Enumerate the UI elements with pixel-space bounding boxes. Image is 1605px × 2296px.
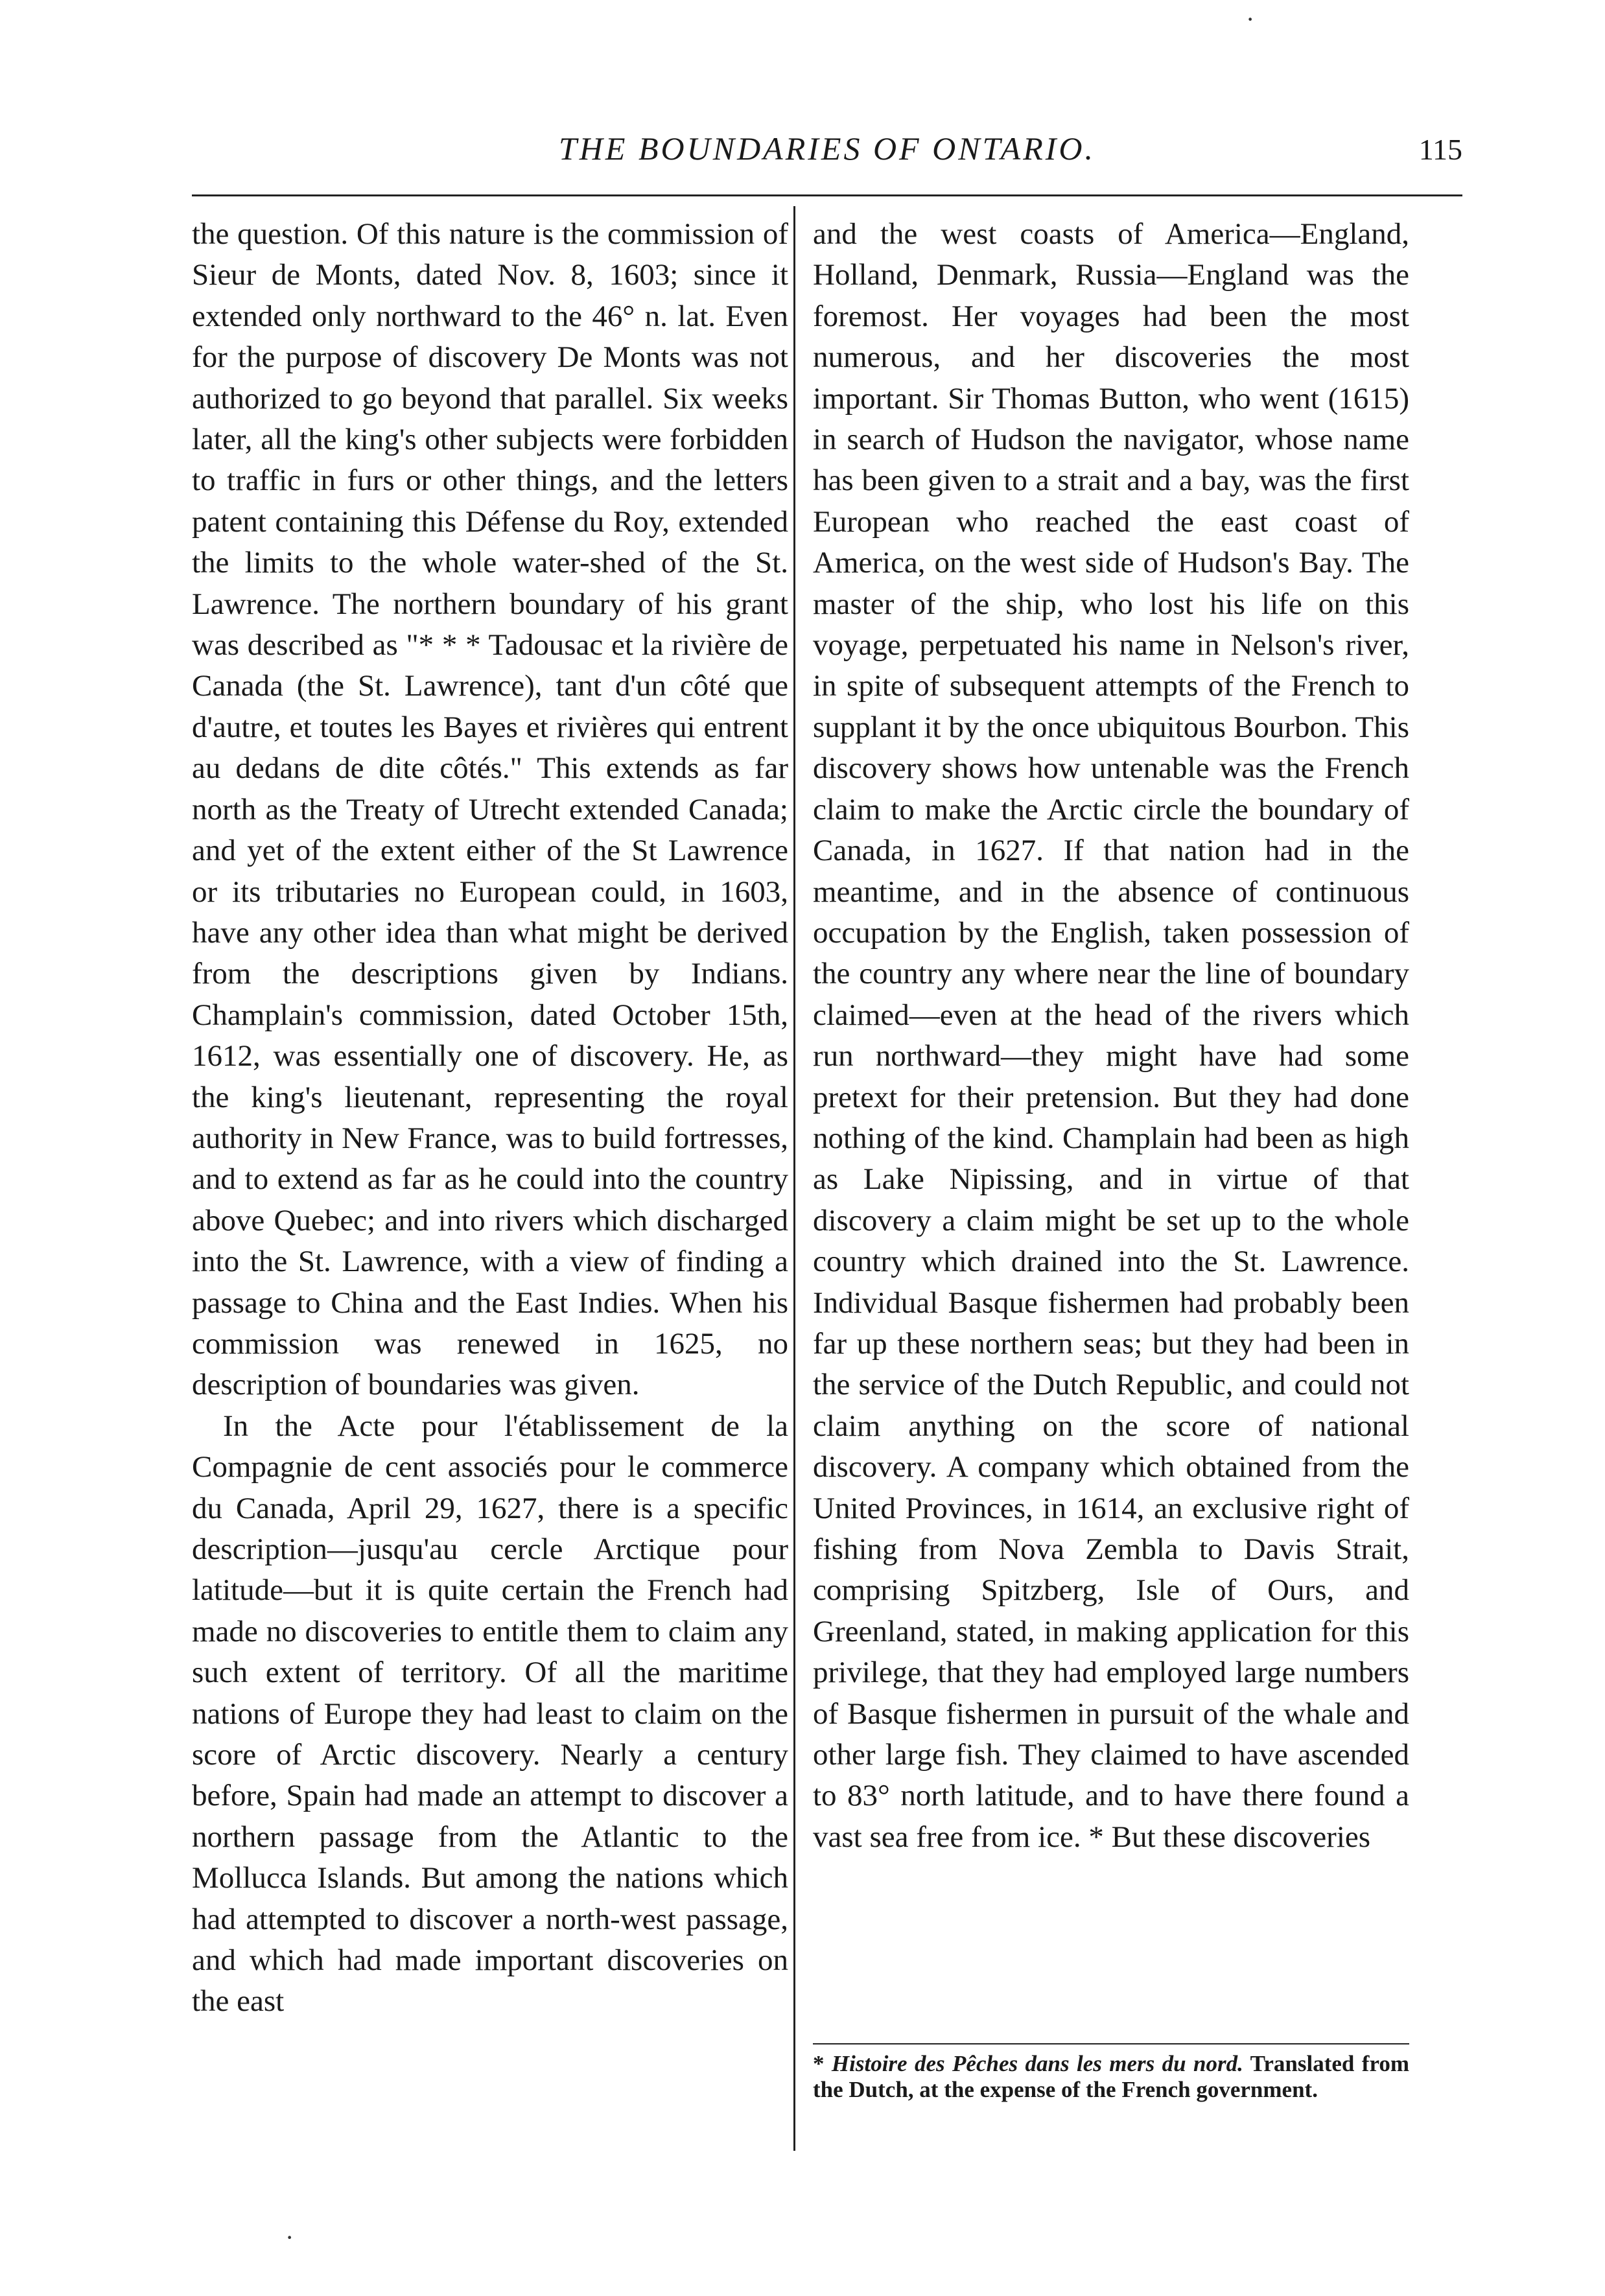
running-title: THE BOUNDARIES OF ONTARIO. bbox=[559, 130, 1095, 167]
footnote-title: Histoire des Pêches dans les mers du nord. bbox=[831, 2051, 1243, 2076]
footnote-text: Translated from the Dutch, at the expense of the French government. bbox=[813, 2051, 1409, 2102]
header-rule bbox=[192, 194, 1462, 196]
left-paragraph-1: the question. Of this nature is the commission of Sieur de Monts, dated Nov. 8, 1603; since it extended only northward to the 46° n. lat. Even for the purpose of discovery De Monts was not authorized to go beyond that parallel. Six weeks later, all the king's other subjects were forbidden to traffic in furs or other things, and the letters patent containing this Défense du Roy, extended the limits to the whole water-shed of the St. Lawrence. The northern boundary of his grant was described as "* * * Tadousac et la rivière de Canada (the St. Lawrence), tant d'un côté que d'autre, et toutes les Bayes et rivières qui entrent au dedans de dite côtés." This extends as far north as the Treaty of Utrecht extended Canada; and yet of the extent either of the St Lawrence or its tributaries no European could, in 1603, have any other idea than what might be derived from the descriptions given by Indians. Champlain's commission, dated October 15th, 1612, was essentially one of discovery. He, as the king's lieutenant, representing the royal authority in New France, was to build fortresses, and to extend as far as he could into the country above Quebec; and into rivers which discharged into the St. Lawrence, with a view of finding a passage to China and the East Indies. When his commission was renewed in 1625, no description of boundaries was given. bbox=[192, 217, 788, 1402]
stray-mark-top: · bbox=[1246, 5, 1255, 34]
footnote bbox=[813, 2051, 1409, 2103]
left-paragraph-2: In the Acte pour l'établissement de la Compagnie de cent associés pour le commerce du Canada, April 29, 1627, there is a specific description—jusqu'au cercle Arctique pour latitude—but it is quite certain the French had made no discoveries to entitle them to claim any such extent of territory. Of all the maritime nations of Europe they had least to claim on the score of Arctic discovery. Nearly a century before, Spain had made an attempt to discover a northern passage from the Atlantic to the Mollucca Islands. But among the nations which had attempted to discover a north-west passage, and which had made important discoveries on the east bbox=[192, 1409, 788, 2019]
stray-mark-bottom: · bbox=[285, 2223, 294, 2252]
page-number: 115 bbox=[1418, 133, 1462, 166]
right-column bbox=[813, 214, 1409, 1858]
footnote-marker: * bbox=[813, 2051, 825, 2076]
page-header bbox=[192, 123, 1462, 182]
column-divider bbox=[793, 206, 795, 2151]
left-column bbox=[192, 214, 788, 2022]
footnote-rule bbox=[813, 2043, 1409, 2044]
right-paragraph-1: and the west coasts of America—England, Holland, Denmark, Russia—England was the foremost. Her voyages had been the most numerous, and her discoveries the most important. Sir Thomas Button, who went (1615) in search of Hudson the navigator, whose name has been given to a strait and a bay, was the first European who reached the east coast of America, on the west side of Hudson's Bay. The master of the ship, who lost his life on this voyage, perpetuated his name in Nelson's river, in spite of subsequent attempts of the French to supplant it by the once ubiquitous Bourbon. This discovery shows how untenable was the French claim to make the Arctic circle the boundary of Canada, in 1627. If that nation had in the meantime, and in the absence of continuous occupation by the English, taken possession of the country any where near the line of boundary claimed—even at the head of the rivers which run northward—they might have had some pretext for their pretension. But they had done nothing of the kind. Champlain had been as high as Lake Nipissing, and in virtue of that discovery a claim might be set up to the whole country which drained into the St. Lawrence. Individual Basque fishermen had probably been far up these northern seas; but they had been in the service of the Dutch Republic, and could not claim anything on the score of national discovery. A company which obtained from the United Provinces, in 1614, an exclusive right of fishing from Nova Zembla to Davis Strait, comprising Spitzberg, Isle of Ours, and Greenland, stated, in making application for this privilege, that they had employed large numbers of Basque fishermen in pursuit of the whale and other large fish. They claimed to have ascended to 83° north latitude, and to have there found a vast sea free from ice. * But these discoveries bbox=[813, 217, 1409, 1854]
